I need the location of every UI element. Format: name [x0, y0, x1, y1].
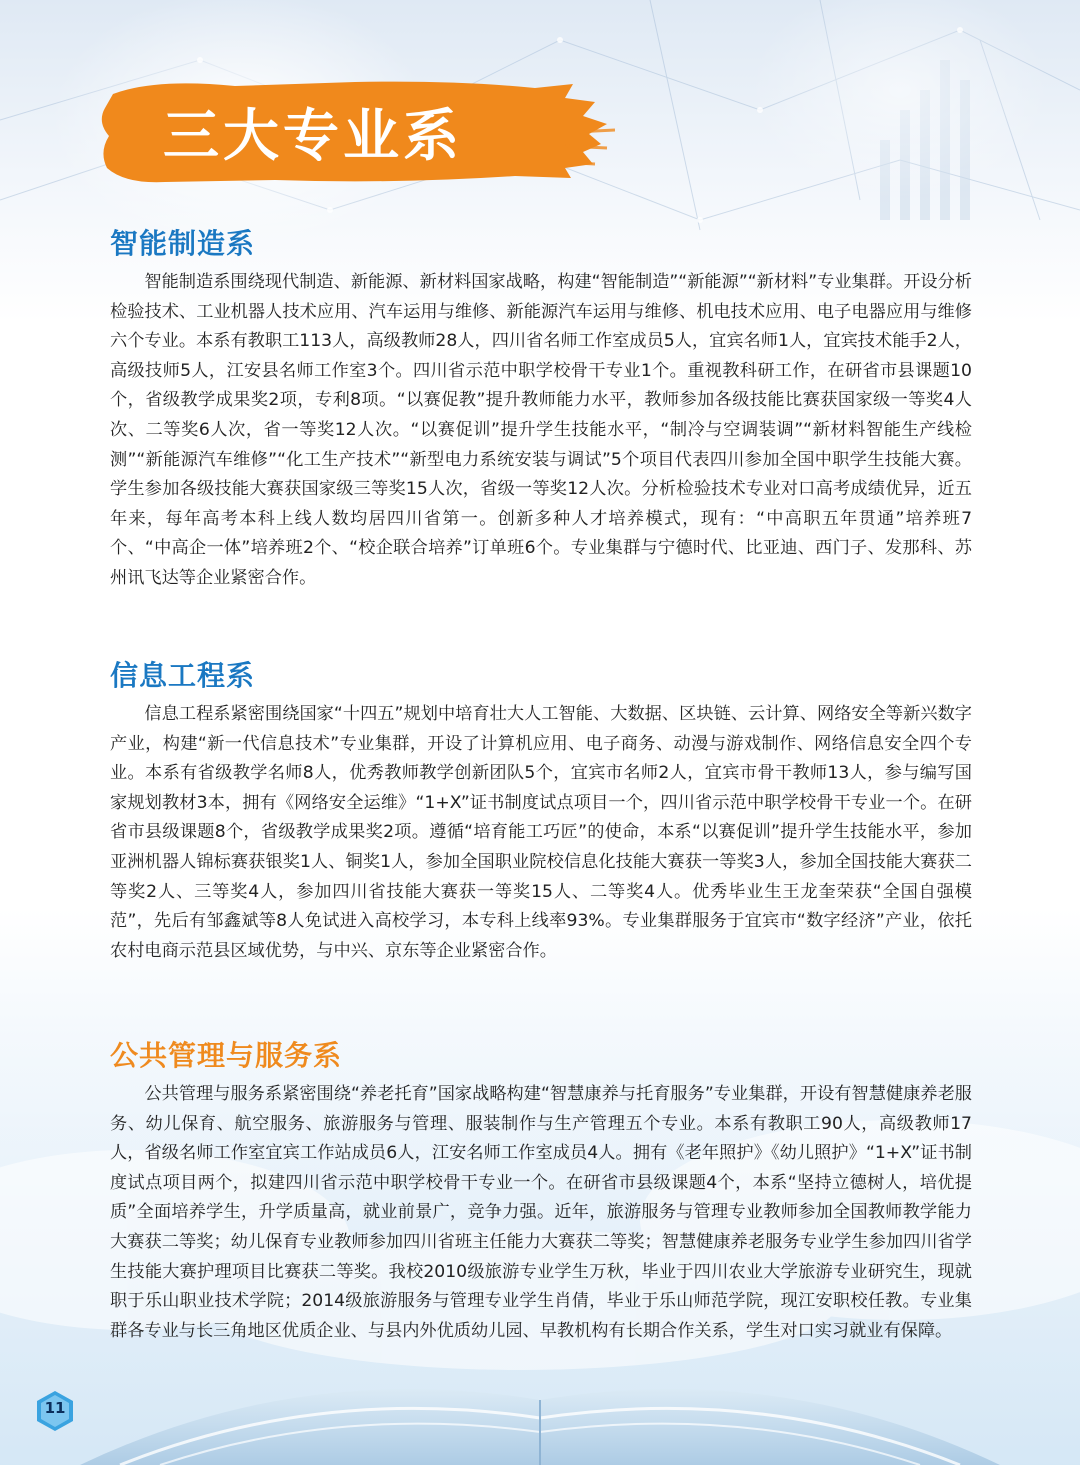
page-number-badge	[36, 1390, 74, 1432]
section-title: 智能制造系	[110, 227, 256, 260]
page-number: 11	[44, 1399, 66, 1417]
section-information-engineering	[110, 654, 972, 966]
section-title: 信息工程系	[110, 659, 256, 692]
section-body: 智能制造系围绕现代制造、新能源、新材料国家战略，构建“智能制造”“新能源”“新材料”专业集群。开设分析检验技术、工业机器人技术应用、汽车运用与维修、新能源汽车运用与维修、机电技术应用、电子电器应用与维修六个专业。本系有教职工113人，高级教师28人，四川省名师工作室成员5人，宜宾名师1人，宜宾技术能手2人，高级技师5人，江安县名师工作室3个。四川省示范中职学校骨干专业1个。重视教科研工作，在研省市县课题10个，省级教学成果奖2项，专利8项。“以赛促教”提升教师能力水平，教师参加各级技能比赛获国家级一等奖4人次、二等奖6人次，省一等奖12人次。“以赛促训”提升学生技能水平，“制冷与空调装调”“新材料智能生产线检测”“新能源汽车维修”“化工生产技术”“新型电力系统安装与调试”5个项目代表四川参加全国中职学生技能大赛。学生参加各级技能大赛获国家级三等奖15人次，省级一等奖12人次。分析检验技术专业对口高考成绩优异，近五年来，每年高考本科上线人数均居四川省第一。创新多种人才培养模式，现有：“中高职五年贯通”培养班7个、“中高企一体”培养班2个、“校企联合培养”订单班6个。专业集群与宁德时代、比亚迪、西门子、发那科、苏州讯飞达等企业紧密合作。	[110, 272, 972, 588]
section-body: 公共管理与服务系紧密围绕“养老托育”国家战略构建“智慧康养与托育服务”专业集群，开设有智慧健康养老服务、幼儿保育、航空服务、旅游服务与管理、服装制作与生产管理五个专业。本系有教职工90人，高级教师17人，省级名师工作室宜宾工作站成员6人，江安名师工作室成员4人。拥有《老年照护》《幼儿照护》“1+X”证书制度试点项目两个，拟建四川省示范中职学校骨干专业一个。在研省市县级课题4个，本系“坚持立德树人，培优提质”全面培养学生，升学质量高，就业前景广，竞争力强。近年，旅游服务与管理专业教师参加全国教师教学能力大赛获二等奖；幼儿保育专业教师参加四川省班主任能力大赛获二等奖；智慧健康养老服务专业学生参加四川省学生技能大赛护理项目比赛获二等奖。我校2010级旅游专业学生万秋，毕业于四川农业大学旅游专业研究生，现就职于乐山职业技术学院；2014级旅游服务与管理专业学生肖倩，毕业于乐山师范学院，现江安职校任教。专业集群各专业与长三角地区优质企业、与县内外优质幼儿园、早教机构有长期合作关系，学生对口实习就业有保障。	[110, 1084, 972, 1341]
section-intelligent-manufacturing	[110, 222, 972, 594]
section-public-management-services	[110, 1034, 972, 1346]
title-banner	[95, 72, 615, 190]
section-body: 信息工程系紧密围绕国家“十四五”规划中培育壮大人工智能、大数据、区块链、云计算、网络安全等新兴数字产业，构建“新一代信息技术”专业集群，开设了计算机应用、电子商务、动漫与游戏制作、网络信息安全四个专业。本系有省级教学名师8人，优秀教师教学创新团队5个，宜宾市名师2人，宜宾市骨干教师13人，参与编写国家规划教材3本，拥有《网络安全运维》“1+X”证书制度试点项目一个，四川省示范中职学校骨干专业一个。在研省市县级课题8个，省级教学成果奖2项。遵循“培育能工巧匠”的使命，本系“以赛促训”提升学生技能水平，参加亚洲机器人锦标赛获银奖1人、铜奖1人，参加全国职业院校信息化技能大赛获一等奖3人，参加全国技能大赛获二等奖2人、三等奖4人，参加四川省技能大赛获一等奖15人、二等奖4人。优秀毕业生王龙奎荣获“全国自强模范”，先后有邹鑫斌等8人免试进入高校学习，本专科上线率93%。专业集群服务于宜宾市“数字经济”产业，依托农村电商示范县区域优势，与中兴、京东等企业紧密合作。	[110, 704, 972, 961]
page-title: 三大专业系	[163, 103, 463, 169]
section-title: 公共管理与服务系	[110, 1039, 343, 1072]
